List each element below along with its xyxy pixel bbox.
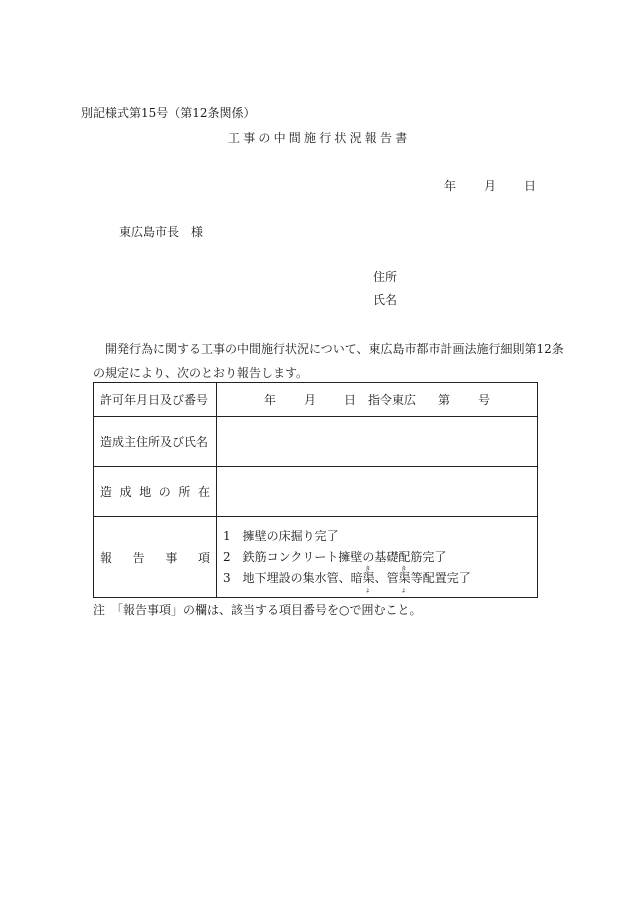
date-line [444, 180, 536, 192]
permit-year: 年 [263, 393, 276, 407]
location-value[interactable] [217, 467, 538, 517]
location-label: 造 成 地 の 所 在 [94, 467, 217, 517]
table-row-developer [94, 417, 538, 467]
date-month: 月 [484, 179, 497, 193]
report-item[interactable]: 2 鉄筋コンクリート擁壁の基礎配筋完了 [223, 549, 447, 564]
date-year: 年 [444, 179, 457, 193]
addressee: 東広島市長 様 [119, 225, 204, 239]
report-item[interactable]: 1 擁壁の床掘り完了 [223, 528, 339, 543]
permit-label: 許可年月日及び番号 [94, 383, 217, 417]
footnote: 注 「報告事項」の欄は、該当する項目番号を○で囲むこと。 [93, 603, 422, 617]
ruby-kyo: きょ [364, 565, 371, 594]
table-row-location [94, 467, 538, 517]
permit-month: 月 [303, 393, 316, 407]
report-table [93, 382, 538, 598]
report-items-label: 報 告 事 項 [94, 517, 217, 598]
permit-day: 日 [343, 393, 356, 407]
permit-go: 号 [478, 393, 491, 407]
body-line-2: の規定により、次のとおり報告します。 [93, 366, 309, 380]
name-label: 氏名 [373, 293, 398, 307]
developer-label: 造成主住所及び氏名 [94, 417, 217, 467]
body-line-1: 開発行為に関する工事の中間施行状況について、東広島市都市計画法施行細則第12条 [105, 342, 564, 356]
permit-directive: 指令東広 [368, 393, 417, 407]
report-item[interactable]: 3 地下埋設の集水管、暗 きょ 渠、管 きょ 渠等配置完了 [223, 568, 537, 589]
ruby-kyo: きょ [400, 565, 407, 594]
table-row-report-items [94, 517, 538, 598]
date-day: 日 [524, 179, 537, 193]
page-title: 工事の中間施行状況報告書 [228, 131, 411, 145]
permit-dai: 第 [438, 393, 451, 407]
table-row-permit [94, 383, 538, 417]
report-items-list [217, 517, 538, 598]
address-label: 住所 [373, 270, 398, 284]
developer-value[interactable] [217, 417, 538, 467]
permit-value[interactable] [217, 383, 538, 417]
form-label: 別記様式第15号（第12条関係） [81, 106, 256, 120]
